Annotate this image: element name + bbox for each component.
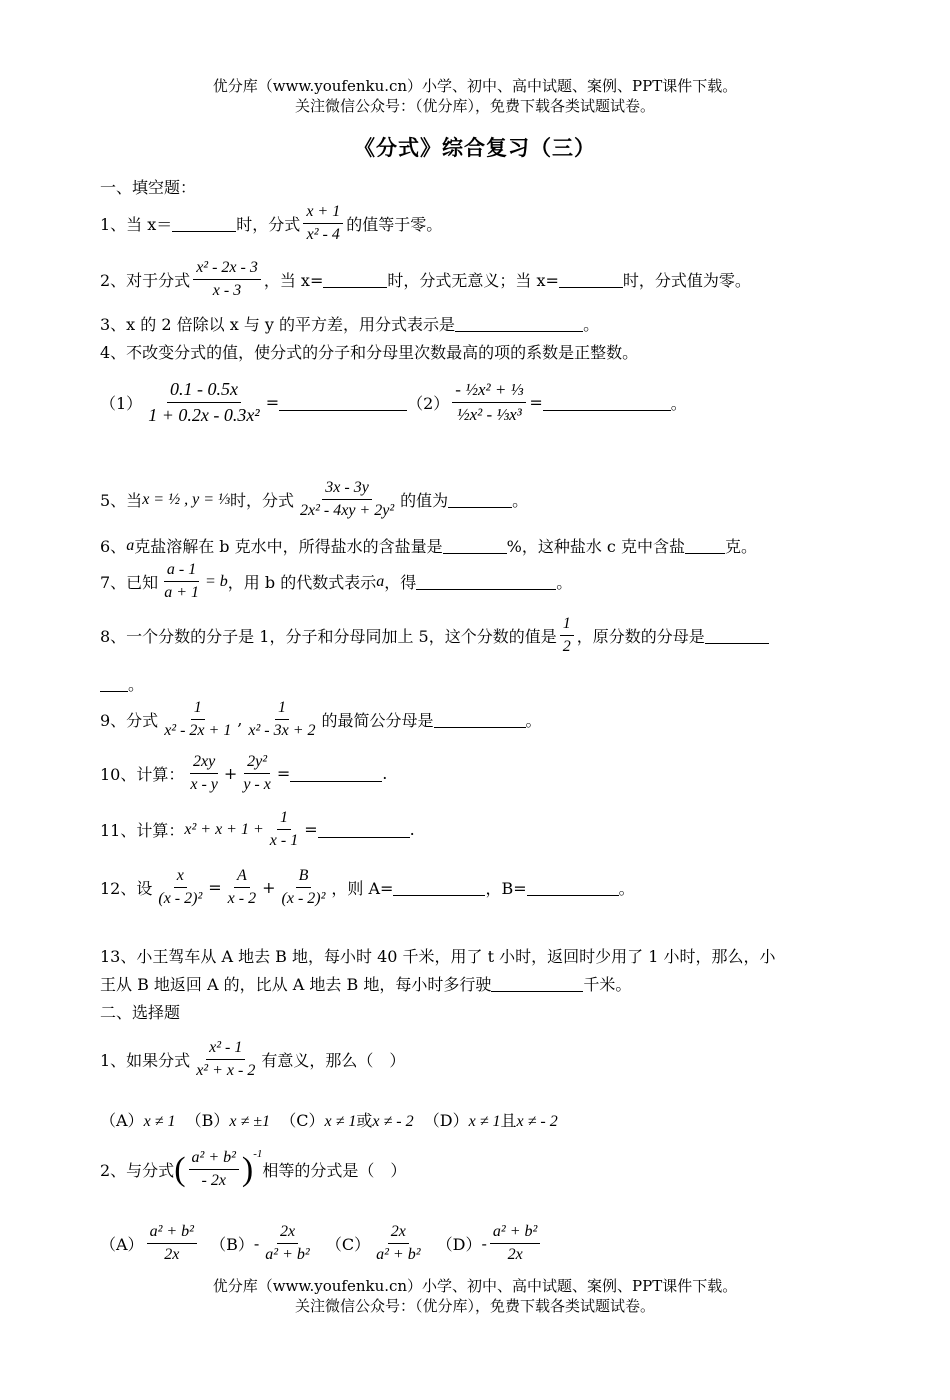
fraction: $\frac{0.1 - 0.5x}{\text{1 + 0.2x - 0.3x²}}$ — [148, 379, 260, 425]
fraction: $\frac{x + 1}{\text{x² - 4}}$ — [303, 202, 343, 245]
fraction: $\frac{\text{x² - 1}}{\text{x² + x - 2}}$ — [196, 1039, 256, 1079]
fraction: $\frac{a - 1}{a + 1}$ — [164, 561, 199, 601]
question-12: 12、设 $\frac{x}{\text{(x - 2)²}}$ = $\frac{A}{x - 2}$ + $\frac{B}{\text{(x - 2)²}}$ ，则 A= ，B= 。 — [100, 867, 635, 907]
section-fill-blank: 一、填空题： — [100, 178, 197, 197]
option-c[interactable]: （C） $\frac{2x}{\text{a² + b²}}$ — [325, 1223, 421, 1263]
fraction: $\frac{1}{\text{x² - 3x + 2}}$ — [248, 699, 316, 739]
answer-blank[interactable] — [290, 765, 382, 782]
question-11: 11、计算： x² + x + 1 + $\frac{1}{x - 1}$ = . — [100, 809, 415, 849]
option-c[interactable]: （C）x ≠ 1或x ≠ - 2 — [280, 1111, 414, 1130]
choice-question-1: 1、如果分式 $\frac{\text{x² - 1}}{\text{x² + x - 2}}$ 有意义，那么（ ） — [100, 1039, 406, 1079]
fraction: $\frac{A}{x - 2}$ — [227, 867, 257, 907]
fraction: $\frac{B}{\text{(x - 2)²}}$ — [281, 867, 326, 907]
question-7: 7、已知 $\frac{a - 1}{a + 1}$ = b ，用 b 的代数式表示 a ，得 。 — [100, 561, 573, 601]
question-8-cont: 。 — [100, 672, 144, 695]
question-5: 5、当 x = ½ , y = ⅓ 时，分式 $\frac{3x - 3y}{\text{2x² - 4xy + 2y²}}$ 的值为 。 — [100, 479, 529, 519]
question-3: 3、x 的 2 倍除以 x 与 y 的平方差，用分式表示是 。 — [100, 315, 600, 334]
fraction: $\frac{x}{\text{(x - 2)²}}$ — [158, 867, 203, 907]
answer-blank[interactable] — [543, 394, 671, 411]
answer-blank[interactable] — [172, 215, 236, 232]
question-9: 9、分式 $\frac{1}{\text{x² - 2x + 1}}$ , $\frac{1}{\text{x² - 3x + 2}}$ 的最简公分母是 。 — [100, 699, 542, 739]
answer-blank[interactable] — [448, 491, 512, 508]
answer-blank[interactable] — [318, 821, 410, 838]
fraction: $\frac{1}{\text{x² - 2x + 1}}$ — [164, 699, 232, 739]
fraction: $\frac{2xy}{x - y}$ — [190, 753, 218, 793]
fraction: $\frac{3x - 3y}{\text{2x² - 4xy + 2y²}}$ — [300, 479, 395, 519]
section-choice: 二、选择题 — [100, 1003, 181, 1022]
option-d[interactable]: （D）x ≠ 1且x ≠ - 2 — [423, 1111, 558, 1130]
footer-line-2: 关注微信公众号：（优分库），免费下载各类试题试卷。 — [294, 1297, 655, 1315]
fraction: $\frac{\text{2y²}}{y - x}$ — [243, 753, 271, 793]
question-13: 13、小王驾车从 A 地去 B 地，每小时 40 千米，用了 t 小时，返回时少用了 1 小时，那么，小 — [100, 947, 776, 966]
question-13-cont: 王从 B 地返回 A 的，比从 A 地去 B 地，每小时多行驶 千米。 — [100, 975, 632, 994]
fraction: $\frac{\text{x² - 2x - 3}}{x - 3}$ — [193, 258, 261, 301]
fraction: $\frac{\text{a² + b²}}{- 2x}$ — [189, 1148, 239, 1191]
answer-blank[interactable] — [416, 573, 556, 590]
choice-options-2 — [100, 1222, 543, 1265]
fraction: $\frac{1}{2}$ — [560, 614, 574, 657]
answer-blank[interactable] — [323, 271, 387, 288]
choice-question-2: 2、与分式 ( $\frac{\text{a² + b²}}{- 2x}$ ) $^{-1}$ 相等的分式是（ ） — [100, 1148, 407, 1189]
fraction: $\frac{\text{- ½x² + ⅓}}{\text{½x² - ⅓x³}}$ — [452, 379, 526, 425]
answer-blank[interactable] — [705, 627, 769, 644]
question-8: 8、一个分数的分子是 1，分子和分母同加上 5，这个分数的值是 $\frac{1}{2}$ ，原分数的分母是 — [100, 614, 769, 657]
option-d[interactable]: （D） - $\frac{\text{a² + b²}}{2x}$ — [437, 1222, 544, 1265]
question-2: 2、对于分式 $\frac{\text{x² - 2x - 3}}{x - 3}$ ，当 x= 时，分式无意义；当 x= 时，分式值为零。 — [100, 259, 751, 299]
footer-line-1: 优分库（www.youfenku.cn）小学、初中、高中试题、案例、PPT课件下载。 — [212, 1277, 738, 1295]
answer-blank[interactable] — [443, 537, 507, 554]
option-a[interactable]: （A）x ≠ 1 — [100, 1111, 176, 1130]
answer-blank[interactable] — [100, 675, 128, 692]
option-b[interactable]: （B）x ≠ ±1 — [185, 1111, 271, 1130]
answer-blank[interactable] — [393, 879, 485, 896]
answer-blank[interactable] — [279, 394, 407, 411]
header-line-2: 关注微信公众号：（优分库），免费下载各类试题试卷。 — [294, 97, 655, 115]
answer-blank[interactable] — [491, 975, 583, 992]
answer-blank[interactable] — [434, 711, 526, 728]
answer-blank[interactable] — [685, 537, 725, 554]
question-1: 1、当 x＝ 时，分式 $\frac{x + 1}{\text{x² - 4}}$ 的值等于零。 — [100, 203, 443, 243]
question-4: 4、不改变分式的值，使分式的分子和分母里次数最高的项的系数是正整数。 — [100, 343, 639, 362]
option-a[interactable]: （A） $\frac{\text{a² + b²}}{2x}$ — [100, 1222, 200, 1265]
answer-blank[interactable] — [527, 879, 619, 896]
answer-blank[interactable] — [559, 271, 623, 288]
answer-blank[interactable] — [455, 315, 583, 332]
question-4-parts: （1） $\frac{0.1 - 0.5x}{\text{1 + 0.2x - 0.3x²}}$ = （2） $\frac{\text{- ½x² + ⅓}}{\text{½x² - ⅓x³}}$ = 。 — [100, 379, 687, 425]
choice-options-1 — [100, 1108, 558, 1131]
question-10: 10、计算： $\frac{2xy}{x - y}$ + $\frac{\text{2y²}}{y - x}$ = . — [100, 753, 388, 793]
page-title: 《分式》综合复习（三） — [354, 136, 596, 160]
fraction: $\frac{1}{x - 1}$ — [269, 809, 299, 849]
option-b[interactable]: （B） - $\frac{2x}{\text{a² + b²}}$ — [210, 1223, 310, 1263]
question-6: 6、 a 克盐溶解在 b 克水中，所得盐水的含盐量是 %，这种盐水 c 克中含盐 克。 — [100, 536, 757, 556]
header-line-1: 优分库（www.youfenku.cn）小学、初中、高中试题、案例、PPT课件下载。 — [212, 77, 738, 95]
